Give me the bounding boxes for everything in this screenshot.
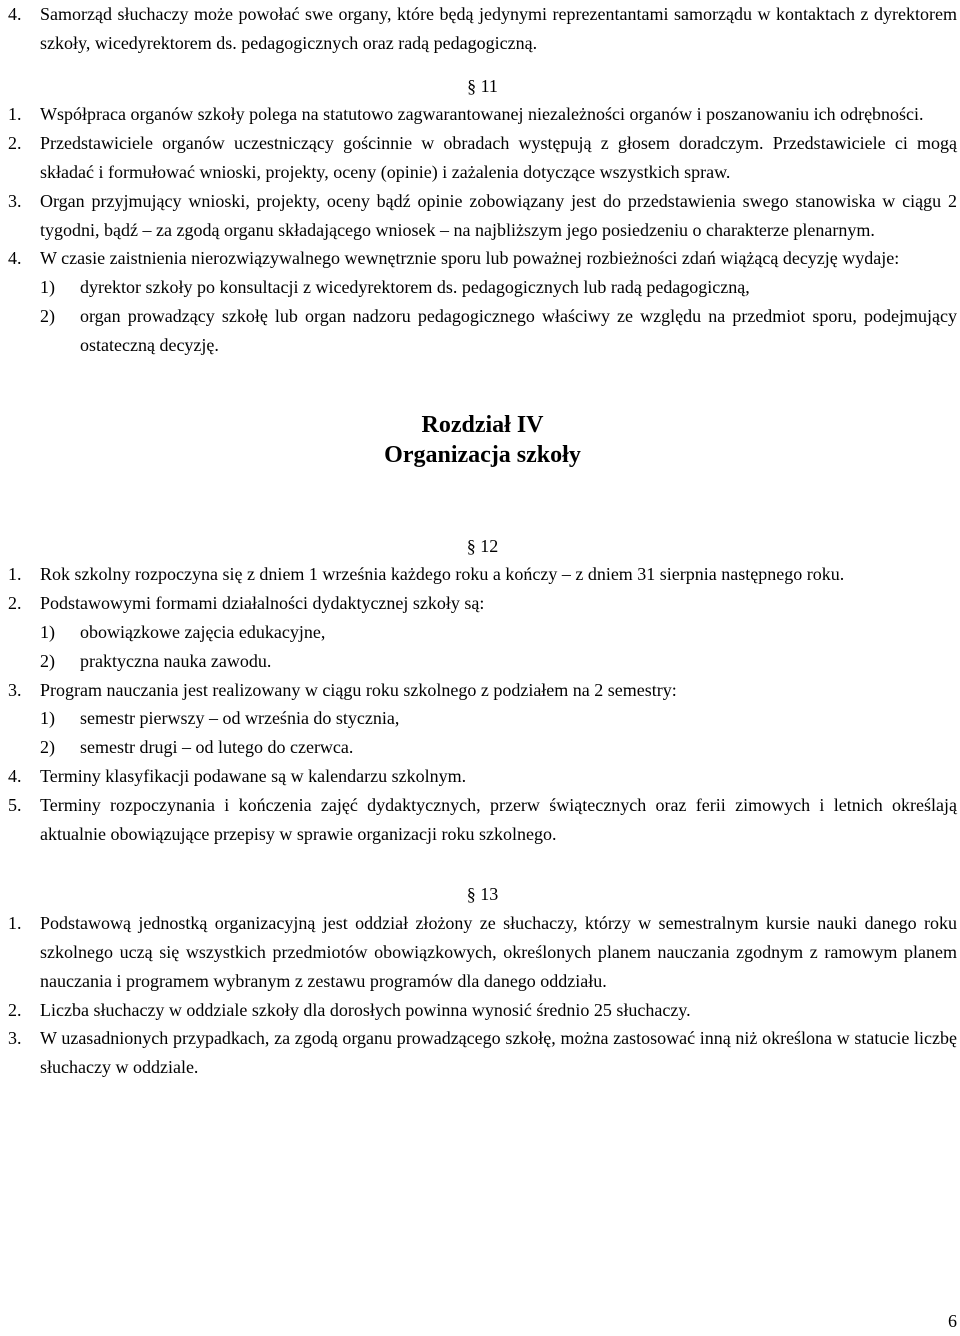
paragraph-item: [8, 676, 957, 705]
item-text: Współpraca organów szkoły polega na statutowo zagwarantowanej niezależności organów i poszanowaniu ich odrębności.: [40, 104, 924, 125]
item-text: Samorząd słuchaczy może powołać swe organy, które będą jedynymi reprezentantami samorządu w kontaktach z dyrektorem szkoły, wicedyrektorem ds. pedagogicznych oraz radą pedagogiczną.: [40, 4, 957, 53]
document-page: [8, 0, 957, 1082]
section-heading-12: § 12: [466, 535, 499, 556]
sub-item-number: 2): [40, 305, 55, 326]
spacer: [8, 360, 957, 410]
paragraph-item: [8, 909, 957, 995]
item-number: 1.: [8, 913, 22, 934]
sub-item-number: 1): [40, 708, 55, 729]
spacer: [8, 848, 957, 880]
item-number: 4.: [8, 4, 22, 24]
item-number: 2.: [8, 999, 22, 1020]
sub-item-text: semestr pierwszy – od września do stycznia,: [80, 708, 400, 729]
sub-item-text: praktyczna nauka zawodu.: [80, 650, 272, 671]
paragraph-item: [8, 589, 957, 618]
sub-item: [8, 733, 957, 762]
paragraph-item: [8, 560, 957, 589]
sub-item-text: dyrektor szkoły po konsultacji z wicedyrektorem ds. pedagogicznych lub radą pedagogiczną,: [80, 277, 750, 298]
sub-item-text: obowiązkowe zajęcia edukacyjne,: [80, 621, 326, 642]
item-text: Podstawowymi formami działalności dydaktycznej szkoły są:: [40, 593, 485, 614]
item-number: 2.: [8, 133, 22, 154]
sub-item: [8, 704, 957, 733]
item-number: 3.: [8, 190, 22, 211]
sub-item: [8, 302, 957, 360]
item-text: Organ przyjmujący wnioski, projekty, oceny bądź opinie zobowiązany jest do przedstawienia swego stanowiska w ciągu 2 tygodni, bądź – za zgodą organu składającego wniosek – na najbliższym jego posiedzeniu o charakterze plenarnym.: [40, 190, 957, 240]
item-text: Terminy klasyfikacji podawane są w kalendarzu szkolnym.: [40, 765, 467, 786]
item-number: 3.: [8, 1028, 22, 1049]
sub-item-number: 2): [40, 650, 55, 671]
item-number: 3.: [8, 679, 22, 700]
item-number: 2.: [8, 593, 22, 614]
item-number: 5.: [8, 794, 22, 815]
item-text: Przedstawiciele organów uczestniczący gościnnie w obradach występują z głosem doradczym. Przedstawiciele ci mogą składać i formułować wnioski, projekty, oceny (opinie) i zażalenia dotyczące wszystkich spraw.: [40, 133, 957, 182]
sub-item-number: 2): [40, 737, 55, 758]
sub-item-text: semestr drugi – od lutego do czerwca.: [80, 737, 354, 758]
sub-item: [8, 273, 957, 302]
item-number: 1.: [8, 104, 22, 125]
item-text: Rok szkolny rozpoczyna się z dniem 1 września każdego roku a kończy – z dniem 31 sierpnia następnego roku.: [40, 564, 845, 585]
paragraph-item: [8, 244, 957, 273]
chapter-number: Rozdział IV: [421, 411, 544, 438]
sub-item: [8, 647, 957, 676]
page-number: 6: [948, 1311, 957, 1331]
item-text: Terminy rozpoczynania i kończenia zajęć dydaktycznych, przerw świątecznych oraz ferii zimowych i letnich określają aktualnie obowiązujące przepisy w sprawie organizacji roku szkolnego.: [40, 794, 957, 844]
paragraph-item: [8, 1024, 957, 1082]
sub-item: [8, 618, 957, 647]
paragraph-item: [8, 762, 957, 791]
item-number: 4.: [8, 765, 22, 786]
paragraph-item: [8, 129, 957, 187]
item-number: 4.: [8, 248, 22, 269]
item-text: Program nauczania jest realizowany w ciągu roku szkolnego z podziałem na 2 semestry:: [40, 679, 677, 700]
sub-item-text: organ prowadzący szkołę lub organ nadzoru pedagogicznego właściwy ze względu na przedmiot sporu, podejmujący ostateczną decyzję.: [80, 305, 957, 355]
section-heading-11: § 11: [467, 75, 498, 96]
item-text: W uzasadnionych przypadkach, za zgodą organu prowadzącego szkołę, można zastosować inną niż określona w statucie liczbę słuchaczy w oddziale.: [40, 1028, 957, 1078]
chapter-title: Organizacja szkoły: [384, 441, 581, 468]
sub-item-number: 1): [40, 621, 55, 642]
paragraph-item: [8, 996, 957, 1025]
item-text: W czasie zaistnienia nierozwiązywalnego wewnętrznie sporu lub poważnej rozbieżności zdań wiążącą decyzję wydaje:: [40, 248, 900, 269]
spacer: [8, 470, 957, 522]
item-text: Liczba słuchaczy w oddziale szkoły dla dorosłych powinna wynosić średnio 25 słuchaczy.: [40, 999, 691, 1020]
item-text: Podstawową jednostką organizacyjną jest oddział złożony ze słuchaczy, którzy w semestralnym kursie nauki danego roku szkolnego uczą się wszystkich przedmiotów obowiązkowych, określonych planem nauczania zgodnym z ramowym planem nauczania i programem wybranym z zestawu programów dla danego oddziału.: [40, 913, 957, 991]
paragraph-item: [8, 187, 957, 245]
section-heading-13: § 13: [466, 884, 499, 905]
sub-item-number: 1): [40, 277, 55, 298]
paragraph-item: [8, 791, 957, 849]
paragraph-item: [8, 100, 957, 129]
paragraph-item: [8, 0, 957, 58]
item-number: 1.: [8, 564, 22, 585]
